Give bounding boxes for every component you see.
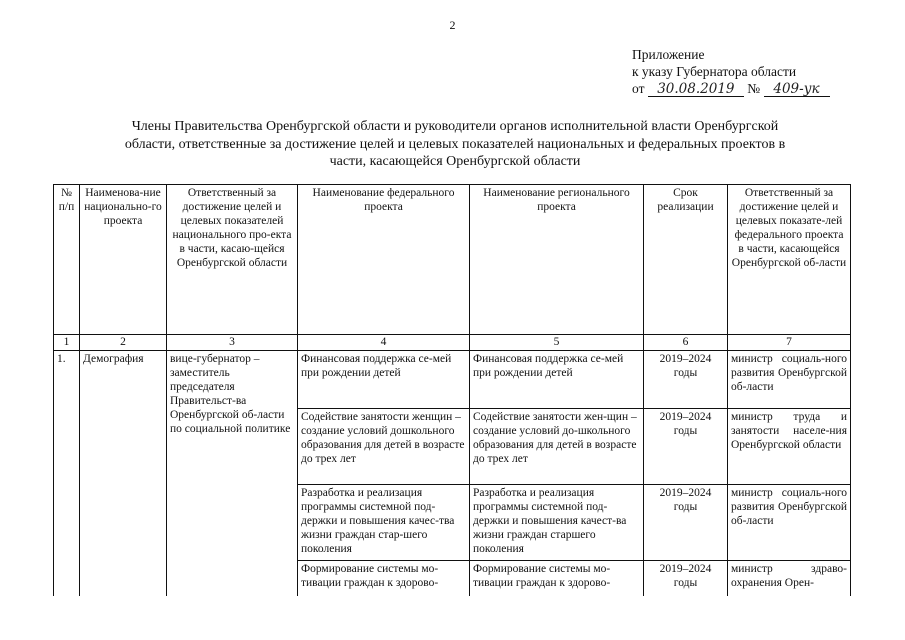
decree-number: 409-ук [764, 82, 830, 97]
column-number-row [54, 335, 851, 351]
header-row [54, 185, 851, 335]
column-number: 5 [470, 335, 644, 351]
column-number: 1 [54, 335, 80, 351]
page-number: 2 [449, 18, 456, 32]
column-number: 3 [167, 335, 298, 351]
from-label: от [632, 81, 645, 96]
document-title: Члены Правительства Оренбургской области и руководители органов исполнительной власти Оренбургской области, ответственные за достижение целей и целевых показателей национальных и федеральных проектов в части, касающейся Оренбургской области [124, 119, 786, 169]
header-cell: Ответственный за достижение целей и целевых показате-лей федерального проекта в части, касающейся Оренбургской об-ласти [728, 185, 851, 335]
implementation-period: 2019–2024 годы [644, 485, 728, 561]
table-row [54, 351, 851, 409]
members-table [53, 184, 851, 596]
national-project-name: Демография [80, 351, 167, 597]
implementation-period: 2019–2024 годы [644, 409, 728, 485]
header-cell: Наименова-ние национально-го проекта [80, 185, 167, 335]
federal-project-responsible: министр здраво-охранения Орен- [728, 561, 851, 597]
implementation-period: 2019–2024 годы [644, 351, 728, 409]
header-cell: Срок реализации [644, 185, 728, 335]
federal-project-responsible: министр социаль-ного развития Оренбургской об-ласти [728, 351, 851, 409]
number-label: № [747, 81, 761, 96]
regional-project-name: Разработка и реализация программы системной под-держки и повышения качест-ва жизни граждан старшего поколения [470, 485, 644, 561]
appendix-line-2: к указу Губернатора области [632, 64, 797, 79]
appendix-line-1: Приложение [632, 47, 705, 62]
federal-project-name: Формирование системы мо-тивации граждан к здорово- [298, 561, 470, 597]
regional-project-name: Формирование системы мо-тивации граждан к здорово- [470, 561, 644, 597]
regional-project-name: Содействие занятости жен-щин – создание условий до-школьного образования для детей в возрасте до трех лет [470, 409, 644, 485]
header-cell: Ответственный за достижение целей и целевых показателей национального про-екта в части, касаю-щейся Оренбургской области [167, 185, 298, 335]
header-cell: № п/п [54, 185, 80, 335]
federal-project-name: Финансовая поддержка се-мей при рождении детей [298, 351, 470, 409]
decree-date: 30.08.2019 [648, 82, 744, 97]
federal-project-name: Содействие занятости женщин – создание условий дошкольного образования для детей в возрасте до трех лет [298, 409, 470, 485]
implementation-period: 2019–2024 годы [644, 561, 728, 597]
column-number: 7 [728, 335, 851, 351]
federal-project-name: Разработка и реализация программы системной под-держки и повышения качес-тва жизни граждан стар-шего поколения [298, 485, 470, 561]
national-project-responsible: вице-губернатор – заместитель председателя Правительст-ва Оренбургской об-ласти по социальной политике [167, 351, 298, 597]
header-cell: Наименование регионального проекта [470, 185, 644, 335]
row-number: 1. [54, 351, 80, 597]
header-cell: Наименование федерального проекта [298, 185, 470, 335]
federal-project-responsible: министр социаль-ного развития Оренбургской об-ласти [728, 485, 851, 561]
column-number: 2 [80, 335, 167, 351]
federal-project-responsible: министр труда и занятости населе-ния Оренбургской области [728, 409, 851, 485]
regional-project-name: Финансовая поддержка се-мей при рождении детей [470, 351, 644, 409]
column-number: 6 [644, 335, 728, 351]
column-number: 4 [298, 335, 470, 351]
